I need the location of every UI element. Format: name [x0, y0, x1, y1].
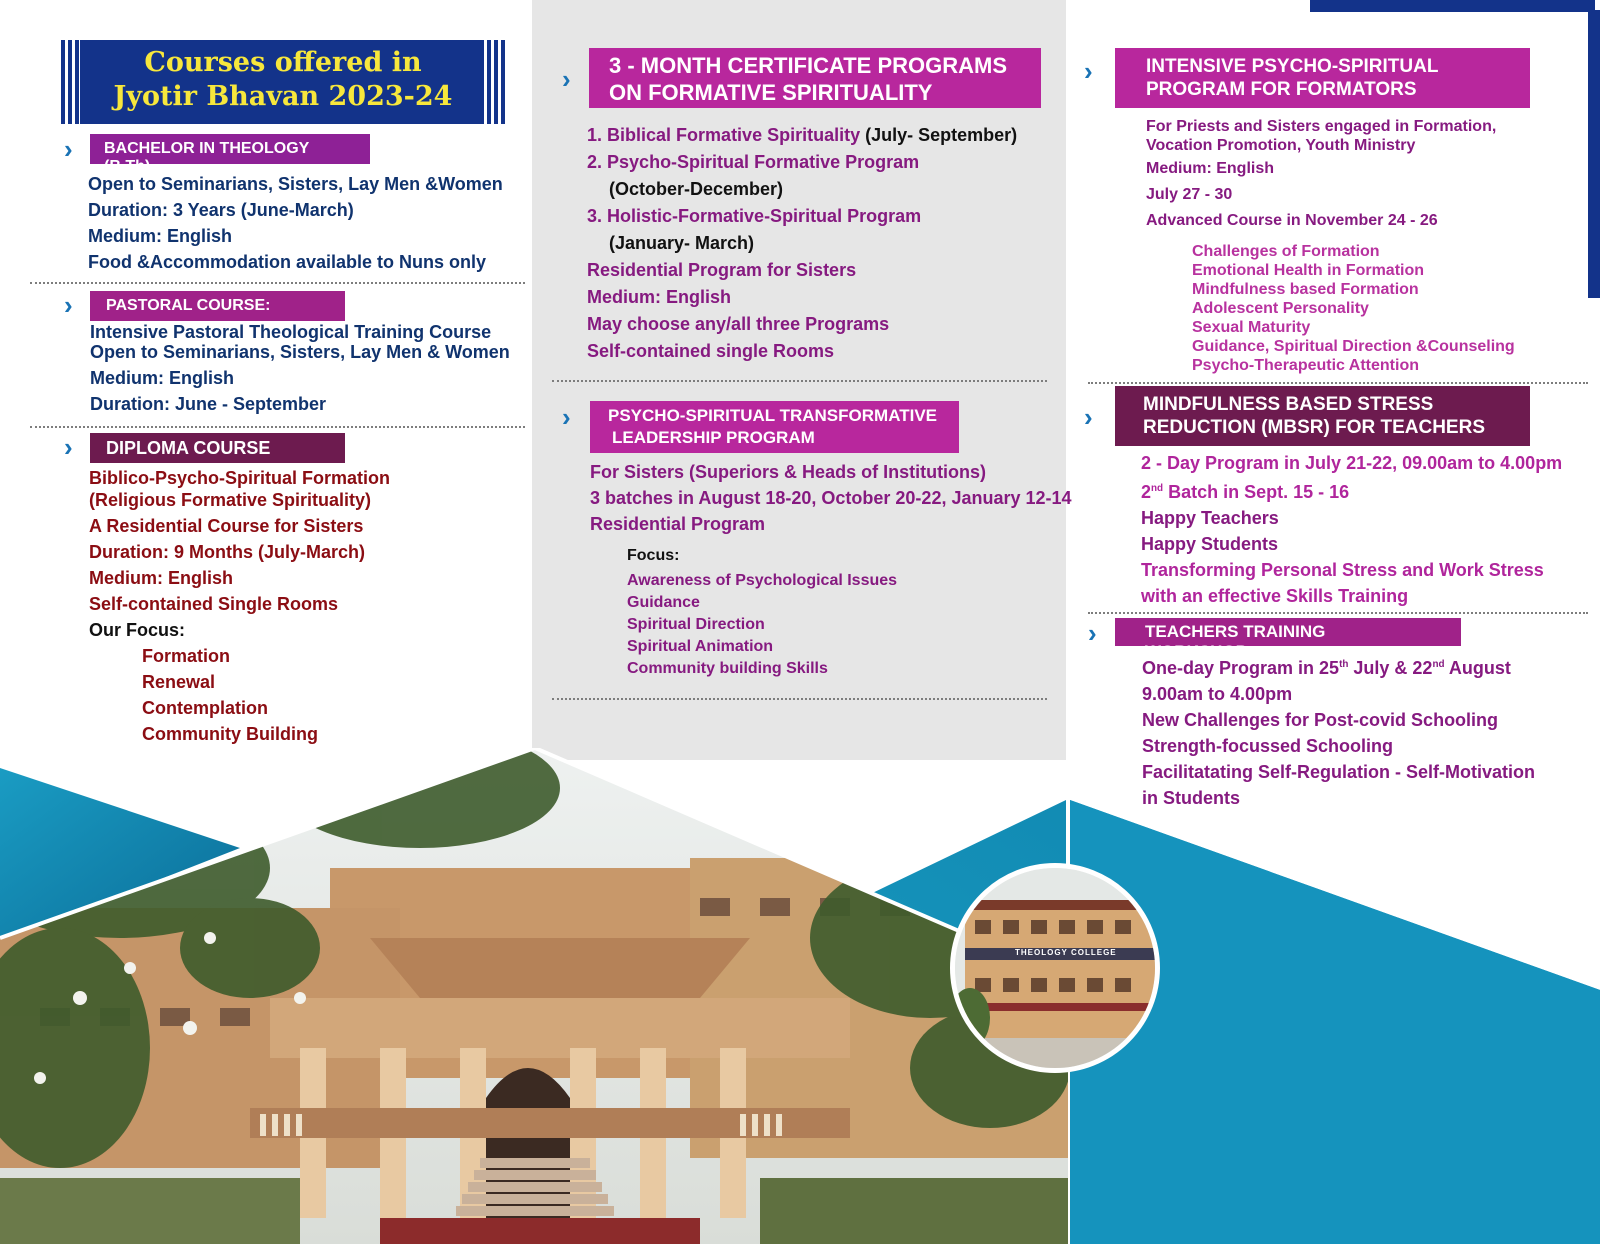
diploma-line: (Religious Formative Spirituality): [89, 490, 372, 510]
program-period: (July- September): [865, 125, 1018, 145]
diploma-focus-item: Contemplation: [142, 698, 268, 718]
diploma-focus-item: Community Building: [142, 724, 318, 744]
diploma-focus-label: Our Focus:: [89, 620, 186, 640]
chevron-right-icon: ›: [64, 290, 73, 320]
teachers-details: [1142, 652, 1535, 811]
chevron-right-icon: ›: [1084, 402, 1093, 432]
teachers-heading: TEACHERS TRAINING WORKSHOP: [1115, 618, 1461, 646]
chevron-right-icon: ›: [64, 432, 73, 462]
program-number: 3.: [587, 206, 603, 226]
divider: [1088, 382, 1588, 384]
mbsr-heading-line-2: REDUCTION (MBSR) FOR TEACHERS: [1143, 417, 1485, 438]
bth-heading: BACHELOR IN THEOLOGY (B.Th): [90, 134, 370, 164]
pastoral-line: Open to Seminarians, Sisters, Lay Men & Women: [90, 342, 510, 362]
batch-dates: Batch in Sept. 15 - 16: [1163, 482, 1350, 502]
formators-line: For Priests and Sisters engaged in Formation,: [1146, 118, 1497, 135]
batch-suffix: nd: [1151, 483, 1164, 494]
pastoral-line: Duration: June - September: [90, 394, 327, 414]
formators-line: Vocation Promotion, Youth Ministry: [1146, 137, 1416, 154]
teachers-date-sup2: nd: [1432, 659, 1445, 670]
formators-topic: Challenges of Formation: [1192, 243, 1380, 260]
mbsr-line: with an effective Skills Training: [1141, 586, 1409, 606]
pastoral-line: Intensive Pastoral Theological Training Course: [90, 322, 492, 342]
program-number: 1.: [587, 125, 603, 145]
mbsr-heading-line-1: MINDFULNESS BASED STRESS: [1143, 394, 1434, 415]
mbsr-heading: [1115, 386, 1530, 446]
bth-line: Duration: 3 Years (June-March): [88, 200, 354, 220]
teachers-date-b: July & 22: [1348, 658, 1433, 678]
formators-heading: [1115, 48, 1530, 108]
certificate-heading-line-1: 3 - MONTH CERTIFICATE PROGRAMS: [609, 53, 1008, 78]
formators-topic: Emotional Health in Formation: [1192, 262, 1425, 279]
teachers-date-line: [1142, 652, 1535, 681]
bth-line: Medium: English: [88, 226, 232, 246]
mbsr-line: Happy Teachers: [1141, 508, 1279, 528]
diploma-line: Duration: 9 Months (July-March): [89, 542, 366, 562]
leadership-line: For Sisters (Superiors & Heads of Institutions): [590, 462, 987, 482]
diploma-focus-item: Formation: [142, 646, 230, 666]
certificate-line: Residential Program for Sisters: [587, 260, 857, 280]
certificate-line: May choose any/all three Programs: [587, 314, 890, 334]
teal-right-light: [1070, 800, 1600, 1244]
chevron-right-icon: ›: [1088, 618, 1097, 648]
program-item: [587, 149, 1017, 176]
divider: [1088, 612, 1588, 614]
program-item: [587, 203, 1017, 230]
diploma-focus-list: [142, 643, 318, 747]
formators-topics: [1192, 242, 1515, 375]
chevron-right-icon: ›: [64, 134, 73, 164]
mbsr-batch-line: [1141, 476, 1562, 505]
teachers-date-c: August: [1444, 658, 1511, 678]
diploma-details: [89, 467, 390, 641]
divider: [30, 282, 525, 284]
teachers-line: New Challenges for Post-covid Schooling: [1142, 710, 1499, 730]
teachers-date-sup1: th: [1339, 659, 1349, 670]
divider: [30, 426, 525, 428]
title-stripes-right: [484, 40, 506, 124]
pastoral-heading: PASTORAL COURSE:: [90, 291, 345, 321]
diploma-line: A Residential Course for Sisters: [89, 516, 364, 536]
teachers-line: Strength-focussed Schooling: [1142, 736, 1394, 756]
diploma-line: Medium: English: [89, 568, 233, 588]
title-line-1: Courses offered in: [144, 47, 422, 78]
title-stripes-left: [58, 40, 80, 124]
mbsr-line: Transforming Personal Stress and Work Stress: [1141, 560, 1544, 580]
title-banner: [58, 40, 506, 124]
formators-topic: Sexual Maturity: [1192, 319, 1311, 336]
chevron-right-icon: ›: [1084, 56, 1093, 86]
mbsr-line: Happy Students: [1141, 534, 1279, 554]
program-number: 2.: [587, 152, 603, 172]
college-building-illustration: [955, 868, 1155, 1068]
pastoral-line: Medium: English: [90, 368, 234, 388]
formators-heading-line-1: INTENSIVE PSYCHO-SPIRITUAL: [1146, 56, 1439, 77]
program-name: Psycho-Spiritual Formative Program: [607, 152, 920, 172]
bth-line: Food &Accommodation available to Nuns only: [88, 252, 487, 272]
page-title: [88, 46, 478, 114]
formators-line: Advanced Course in November 24 - 26: [1146, 212, 1438, 229]
leadership-focus-item: Spiritual Animation: [627, 638, 774, 655]
formators-details: [1146, 117, 1496, 230]
mbsr-details: [1141, 450, 1562, 609]
leadership-focus-item: Spiritual Direction: [627, 616, 765, 633]
leadership-heading-line-2: LEADERSHIP PROGRAM: [612, 428, 815, 447]
bth-line: Open to Seminarians, Sisters, Lay Men &Women: [88, 174, 503, 194]
program-period: (October-December): [609, 179, 784, 199]
leadership-details: [590, 459, 1072, 537]
batch-number: 2: [1141, 482, 1152, 502]
program-name: Holistic-Formative-Spiritual Program: [607, 206, 922, 226]
chevron-right-icon: ›: [562, 64, 571, 94]
program-item: [587, 122, 1017, 149]
leadership-focus-list: [627, 570, 897, 680]
pastoral-details: [90, 322, 510, 414]
formators-topic: Guidance, Spiritual Direction &Counseling: [1192, 338, 1515, 355]
title-line-2: Jyotir Bhavan 2023-24: [113, 81, 453, 112]
divider: [552, 698, 1047, 700]
teachers-line: in Students: [1142, 788, 1240, 808]
chevron-right-icon: ›: [562, 402, 571, 432]
leadership-heading: [590, 401, 959, 453]
formators-topic: Mindfulness based Formation: [1192, 281, 1419, 298]
leadership-focus-item: Community building Skills: [627, 660, 828, 677]
teachers-date-a: One-day Program in 25: [1142, 658, 1340, 678]
formators-line: Medium: English: [1146, 160, 1274, 177]
formators-line: July 27 - 30: [1146, 186, 1233, 203]
certificate-heading-line-2: ON FORMATIVE SPIRITUALITY: [609, 80, 933, 105]
certificate-line: Self-contained single Rooms: [587, 341, 835, 361]
leadership-line: Residential Program: [590, 514, 766, 534]
leadership-focus-item: Guidance: [627, 594, 700, 611]
diploma-focus-item: Renewal: [142, 672, 216, 692]
certificate-heading: [589, 48, 1041, 108]
leadership-focus-item: Awareness of Psychological Issues: [627, 572, 898, 589]
bth-details: [88, 171, 503, 275]
college-sign: THEOLOGY COLLEGE: [1015, 948, 1117, 957]
program-period: (January- March): [609, 233, 755, 253]
formators-heading-line-2: PROGRAM FOR FORMATORS: [1146, 79, 1417, 100]
teachers-line: 9.00am to 4.00pm: [1142, 684, 1293, 704]
diploma-heading: DIPLOMA COURSE: [90, 433, 345, 463]
divider: [552, 380, 1047, 382]
formators-topic: Adolescent Personality: [1192, 300, 1369, 317]
diploma-line: Self-contained Single Rooms: [89, 594, 339, 614]
certificate-line: Medium: English: [587, 287, 731, 307]
certificate-program-list: [587, 122, 1017, 365]
building-photo: [0, 748, 1068, 1244]
leadership-line: 3 batches in August 18-20, October 20-22, January 12-14: [590, 488, 1072, 508]
mbsr-line: 2 - Day Program in July 21-22, 09.00am to 4.00pm: [1141, 453, 1563, 473]
formators-topic: Psycho-Therapeutic Attention: [1192, 357, 1419, 374]
teachers-line: Facilitatating Self-Regulation - Self-Motivation: [1142, 762, 1536, 782]
program-name: Biblical Formative Spirituality: [607, 125, 861, 145]
leadership-focus-label: Focus:: [627, 547, 680, 564]
leadership-heading-line-1: PSYCHO-SPIRITUAL TRANSFORMATIVE: [608, 406, 937, 425]
college-inset-photo: [950, 863, 1160, 1073]
diploma-line: Biblico-Psycho-Spiritual Formation: [89, 468, 391, 488]
